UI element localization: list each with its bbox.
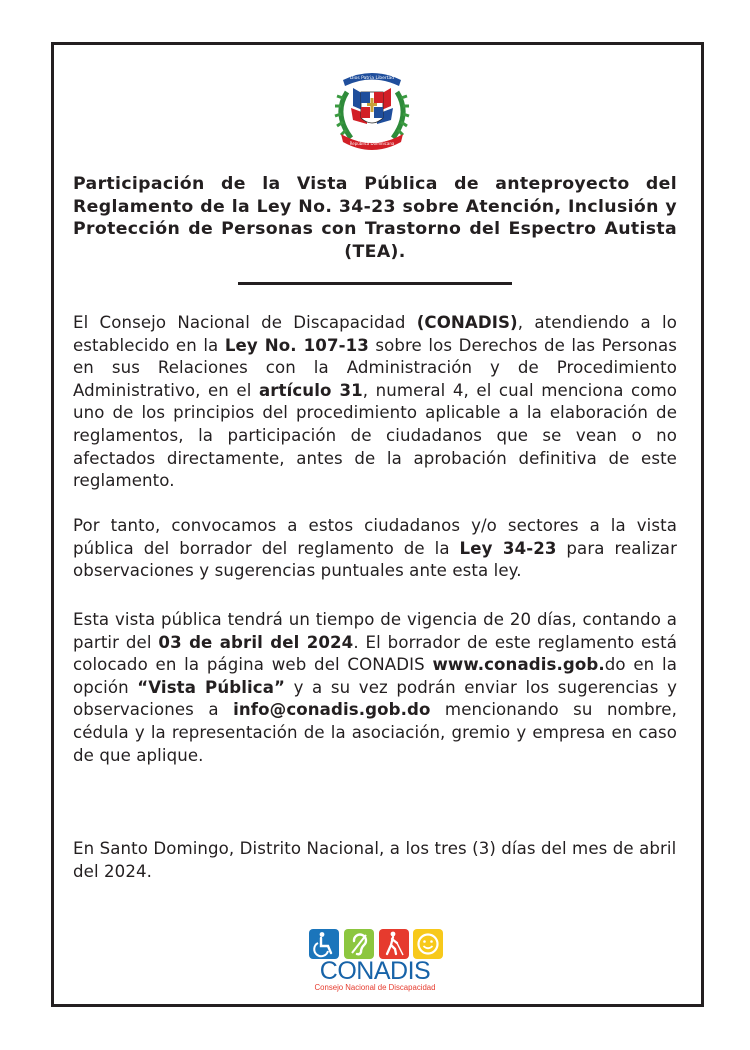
hearing-icon — [344, 929, 374, 959]
law-107-13: Ley No. 107-13 — [224, 335, 369, 355]
conadis-logo-icons — [309, 929, 443, 959]
smiley-face-icon — [413, 929, 443, 959]
paragraph-3 — [73, 609, 677, 767]
paragraph-1-text-c: , atendiendo a lo establecido en la — [73, 313, 677, 355]
paragraph-3-text-g: y a su vez podrán enviar los sugerencias y observaciones a — [73, 677, 677, 720]
start-date: 03 de abril del 2024 — [158, 632, 354, 652]
coat-of-arms-icon — [329, 62, 415, 154]
wheelchair-icon — [309, 929, 339, 959]
document-title: Participación de la Vista Pública de anteproyecto del Reglamento de la Ley No. 34-23 sobre Atención, Inclusión y Protección de Personas con Trastorno del Espectro Autista (TEA). — [73, 174, 677, 262]
paragraph-3-text-a: Esta vista pública tendrá un tiempo de vigencia de 20 días, contando a partir del — [73, 610, 677, 652]
email-link[interactable]: info@conadis.gob.do — [233, 700, 431, 720]
paragraph-1 — [73, 312, 677, 493]
seal-ribbon-top: Dios Patria Libertad — [349, 76, 395, 81]
title-divider — [238, 282, 512, 285]
conadis-logo-text: CONADIS — [319, 957, 431, 985]
paragraph-2-text-c: para realizar observaciones y sugerencias puntuales ante esta ley. — [73, 538, 677, 581]
paragraph-1-text-g: , numeral 4, el cual menciona como uno de los principios del procedimiento aplicable a la elaboración de reglamentos, la participación de ciudadanos que se vean o no afectados directamente, antes de la aprobación definitiva de este reglamento. — [73, 380, 677, 491]
conadis-logo-tagline: Consejo Nacional de Discapacidad — [314, 983, 436, 992]
article-31: artículo 31 — [258, 380, 363, 400]
blind-person-icon — [379, 929, 409, 959]
paragraph-2 — [73, 515, 677, 583]
paragraph-3-text-e: do en la opción — [73, 655, 677, 697]
vista-publica-option: “Vista Pública” — [137, 677, 286, 697]
paragraph-2-text-a: Por tanto, convocamos a estos ciudadanos y/o sectores a la vista pública del borrador del reglamento de la — [73, 516, 677, 558]
conadis-logo — [303, 929, 447, 995]
website-link[interactable]: www.conadis.gob. — [432, 655, 605, 675]
paragraph-3-text-c: . El borrador de este reglamento está colocado en la página web del CONADIS — [73, 632, 677, 675]
seal-ribbon-bottom: República Dominicana — [349, 141, 395, 146]
paragraph-4-closing: En Santo Domingo, Distrito Nacional, a los tres (3) días del mes de abril del 2024. — [73, 839, 677, 881]
paragraph-1-text-e: sobre los Derechos de las Personas en sus Relaciones con la Administración y de Procedimiento Administrativo, en el — [73, 335, 678, 400]
law-34-23: Ley 34-23 — [459, 538, 557, 558]
paragraph-1-text-a: El Consejo Nacional de Discapacidad — [73, 313, 417, 332]
conadis-acronym: (CONADIS) — [416, 313, 518, 332]
paragraph-3-text-i: mencionando su nombre, cédula y la representación de la asociación, gremio y empresa en caso de que aplique. — [73, 700, 677, 765]
